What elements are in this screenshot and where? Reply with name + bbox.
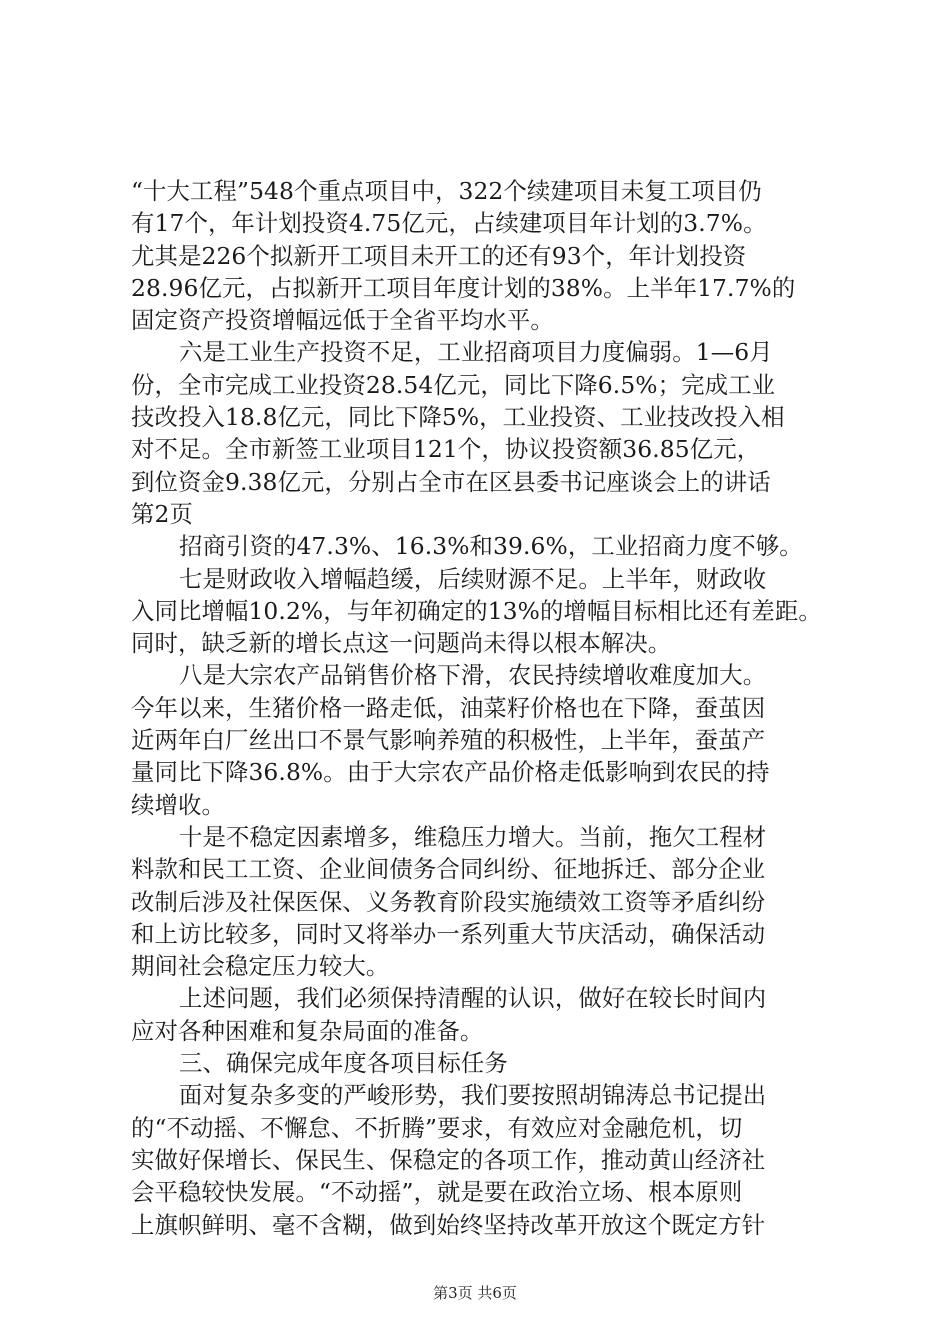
text-line: 招商引资的47.3%、16.3%和39.6%，工业招商力度不够。	[179, 532, 803, 561]
text-line: 有17个，年计划投资4.75亿元，占续建项目年计划的3.7%。	[131, 209, 767, 238]
text-line: 料款和民工工资、企业间债务合同纠纷、征地拆迁、部分企业	[131, 855, 766, 884]
text-line: 八是大宗农产品销售价格下滑，农民持续增收难度加大。	[179, 661, 767, 690]
document-body	[131, 175, 831, 1241]
text-line: 的“不动摇、不懈怠、不折腾”要求，有效应对金融危机，切	[131, 1113, 743, 1142]
text-line: 期间社会稳定压力较大。	[131, 952, 390, 981]
text-line: 三、确保完成年度各项目标任务	[179, 1049, 508, 1078]
text-line: 应对各种困难和复杂局面的准备。	[131, 1016, 484, 1045]
text-line: 七是财政收入增幅趋缓，后续财源不足。上半年，财政收	[179, 564, 767, 593]
text-line: “十大工程”548个重点项目中，322个续建项目未复工项目仍	[131, 177, 762, 205]
text-line: 和上访比较多，同时又将举办一系列重大节庆活动，确保活动	[131, 919, 766, 948]
text-line: 28.96亿元，占拟新开工项目年度计划的38%。上半年17.7%的	[131, 273, 796, 302]
text-line: 固定资产投资增幅远低于全省平均水平。	[131, 306, 554, 335]
text-line: 尤其是226个拟新开工项目未开工的还有93个，年计划投资	[131, 241, 747, 270]
text-line: 六是工业生产投资不足，工业招商项目力度偏弱。1—6月	[179, 338, 773, 367]
text-line: 今年以来，生猪价格一路走低，油菜籽价格也在下降，蚕茧因	[131, 693, 766, 722]
text-line: 续增收。	[131, 790, 225, 819]
text-line: 实做好保增长、保民生、保稳定的各项工作，推动黄山经济社	[131, 1145, 766, 1174]
text-line: 技改投入18.8亿元，同比下降5%，工业投资、工业技改投入相	[131, 403, 785, 432]
text-line: 第2页	[131, 499, 193, 528]
text-line: 量同比下降36.8%。由于大宗农产品价格走低影响到农民的持	[131, 758, 770, 787]
text-line: 会平稳较快发展。“不动摇”，就是要在政治立场、根本原则	[131, 1178, 743, 1207]
text-line: 对不足。全市新签工业项目121个，协议投资额36.85亿元，	[131, 435, 761, 464]
text-line: 入同比增幅10.2%，与年初确定的13%的增幅目标相比还有差距。	[131, 596, 822, 625]
text-line: 改制后涉及社保医保、义务教育阶段实施绩效工资等矛盾纠纷	[131, 887, 766, 916]
text-line: 上旗帜鲜明、毫不含糊，做到始终坚持改革开放这个既定方针	[131, 1210, 766, 1239]
text-line: 同时，缺乏新的增长点这一问题尚未得以根本解决。	[131, 629, 672, 658]
page-footer: 第3页 共6页	[433, 1284, 517, 1302]
text-line: 十是不稳定因素增多，维稳压力增大。当前，拖欠工程材	[179, 822, 767, 851]
text-line: 到位资金9.38亿元，分别占全市在区县委书记座谈会上的讲话	[131, 467, 771, 496]
text-line: 近两年白厂丝出口不景气影响养殖的积极性，上半年，蚕茧产	[131, 726, 766, 755]
text-line: 上述问题，我们必须保持清醒的认识，做好在较长时间内	[179, 984, 767, 1013]
text-line: 份，全市完成工业投资28.54亿元，同比下降6.5%；完成工业	[131, 370, 776, 399]
text-line: 面对复杂多变的严峻形势，我们要按照胡锦涛总书记提出	[179, 1081, 767, 1110]
